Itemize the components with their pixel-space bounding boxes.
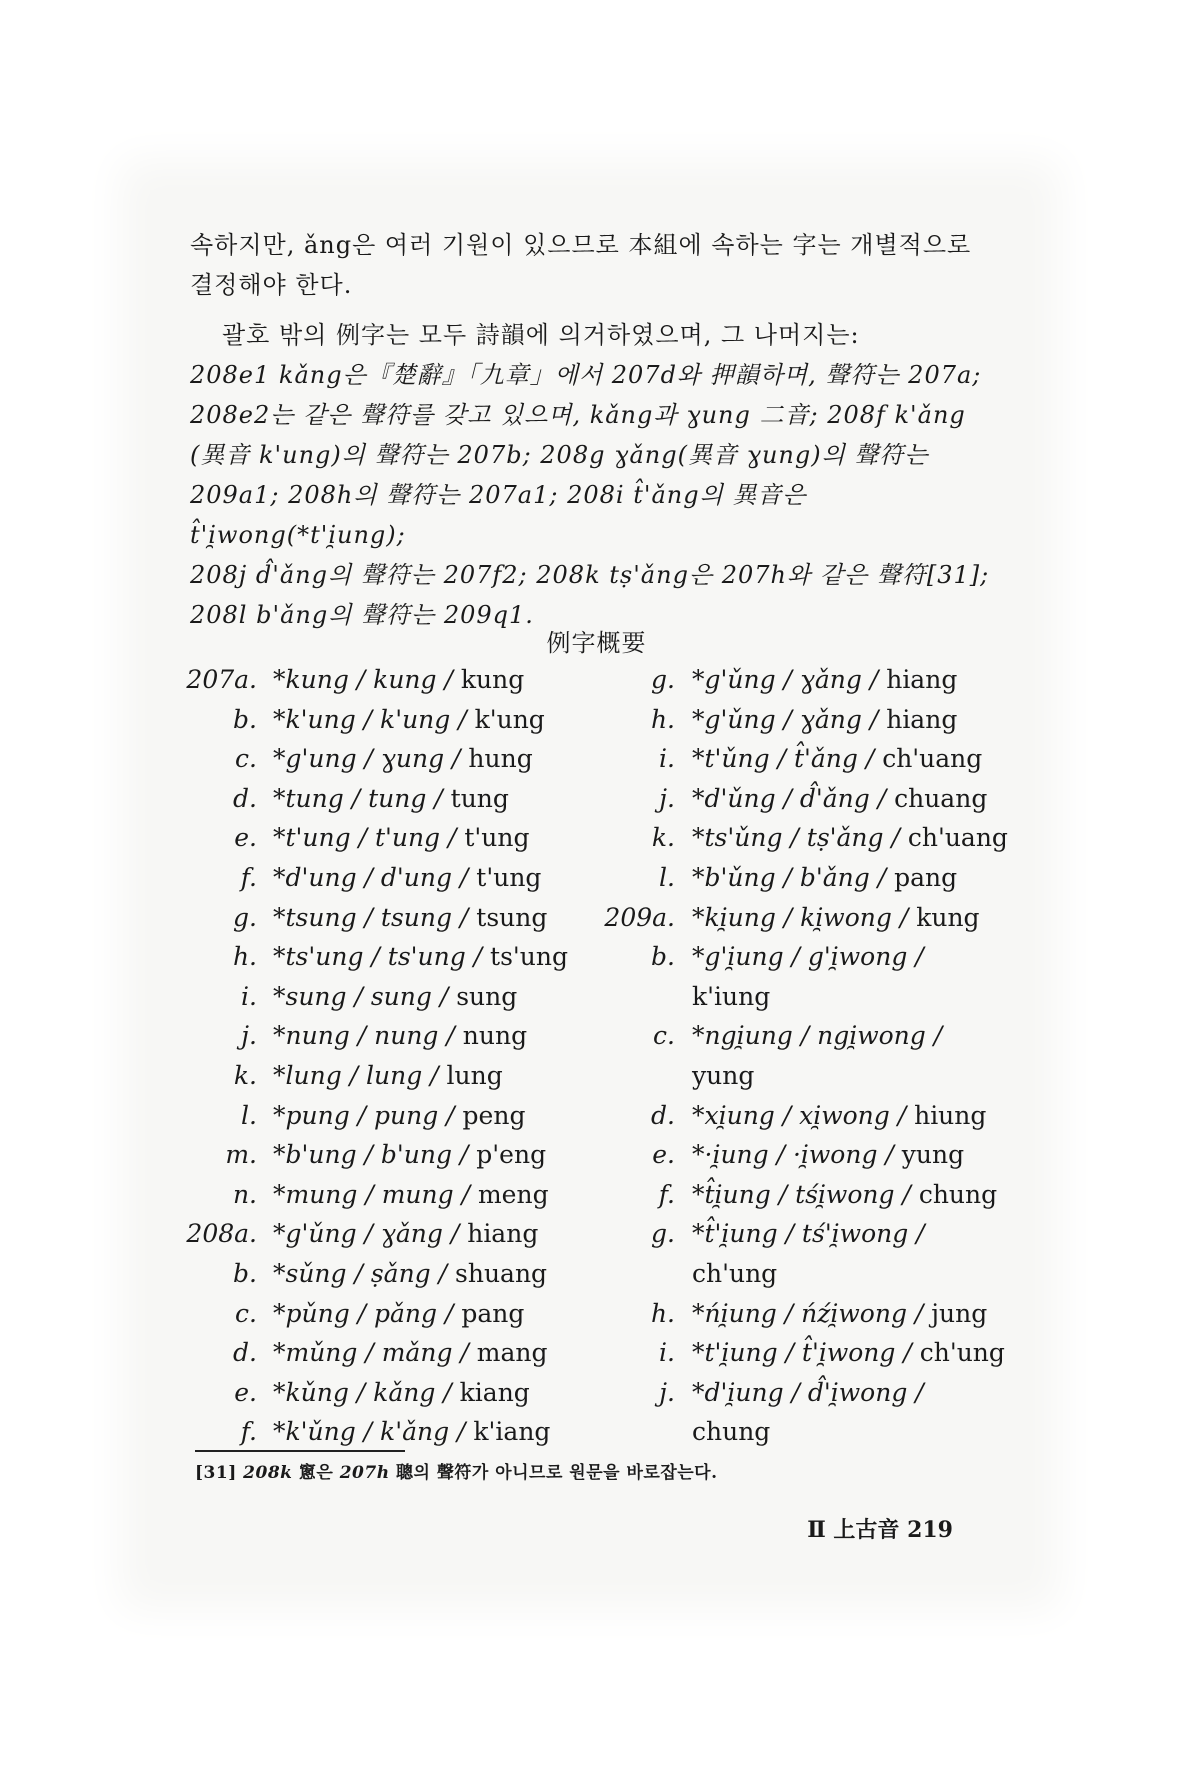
footnote-ref-c: 207h [339,1463,390,1483]
entry-archaic: *g'ǔng / ɣǎng / [692,665,879,694]
entry-label: e. [234,1377,257,1407]
example-entry [610,1254,1030,1294]
entry-text [692,1373,924,1413]
entry-label: g. [651,665,675,694]
paragraph-3 [190,355,1000,635]
entry-modern: k'iang [465,1417,551,1447]
entry-label: f. [658,1179,675,1209]
entry-modern: chuang [886,783,988,813]
entry-archaic: *·i̯ung / ·i̯wong / [692,1140,894,1170]
entry-label: i. [659,1338,675,1368]
entry-modern: ch'ung [911,1338,1005,1368]
paragraph-3-line: 208e1 kǎng은『楚辭』「九章」에서 207d와 押韻하며, 聲符는 207a; [190,361,982,389]
entry-modern: mang [468,1338,548,1368]
right-column [604,660,1030,1452]
entry-archaic: *kǔng / kǎng / [273,1377,452,1407]
entry-text [692,1135,964,1175]
entry-archaic: *ts'ung / ts'ung / [273,942,483,972]
entry-label: 207a. [186,665,257,694]
entry-text [692,1412,770,1452]
entry-modern: meng [470,1179,549,1209]
example-entry [610,858,1030,898]
entry-archaic: *t̂i̯ung / tśi̯wong / [692,1179,911,1209]
entry-label: h. [232,942,257,972]
entry-text [273,858,541,898]
entry-modern: pang [453,1298,525,1328]
entry-modern: ch'ung [692,1258,778,1288]
entry-label: l. [659,862,675,892]
entry-modern: kung [908,902,980,932]
entry-modern: nung [454,1021,528,1051]
entry-text [692,1056,754,1096]
example-entry [195,1373,615,1413]
example-entry [610,818,1030,858]
entry-label: d. [651,1100,675,1130]
entry-label: c. [235,1298,257,1328]
entry-label: e. [234,823,257,853]
entry-text [273,739,533,779]
example-entry [610,977,1030,1017]
entry-modern: tung [442,783,509,813]
footnote-text-d: 聰의 聲符가 아니므로 원문을 바로잡는다. [396,1463,718,1483]
entry-text [273,700,545,740]
entry-label: j. [241,1021,257,1051]
entry-text [273,977,517,1017]
example-entry [610,1175,1030,1215]
entry-text [692,898,980,938]
entry-text [692,739,982,779]
entry-text [692,977,770,1017]
example-entry [195,1254,615,1294]
paragraph-2: 괄호 밖의 例字는 모두 詩韻에 의거하였으며, 그 나머지는: [222,321,860,349]
entry-modern: yung [893,1140,965,1170]
entry-archaic: *k'ǔng / k'ǎng / [273,1417,466,1447]
entry-modern: p'eng [468,1140,547,1170]
entry-label: d. [233,783,257,813]
entry-text [273,1373,530,1413]
entry-archaic: *kung / kung / [273,665,453,694]
paragraph-3-line: 208e2는 같은 聲符를 갖고 있으며, kǎng과 ɣung 二音; 208f k'ǎng [190,401,966,429]
entry-label: i. [659,744,675,774]
entry-archaic: *ts'ǔng / tṣ'ǎng / [692,823,900,853]
entry-label: b. [651,942,675,972]
footnote-number: [31] [195,1463,237,1483]
example-entry [195,818,615,858]
example-entry [610,1096,1030,1136]
paragraph-3-line: 208j d̂'ǎng의 聲符는 207f2; 208k tṣ'ǎng은 207h와 같은 聲符[31]; [190,561,990,589]
entry-label: f. [240,1417,257,1447]
entry-archaic: *lung / lung / [273,1060,439,1090]
entry-label: c. [653,1021,675,1051]
entry-archaic: *sǔng / ṣǎng / [273,1258,448,1288]
entry-label: m. [225,1140,257,1170]
entry-archaic: *nung / nung / [273,1021,455,1051]
entry-text [273,1254,547,1294]
entry-archaic: *t'ung / t'ung / [273,823,457,853]
entry-archaic: *tsung / tsung / [273,902,469,932]
entry-label: j. [659,783,675,813]
entry-modern: tsung [468,902,548,932]
entry-modern: t'ung [468,862,542,892]
example-entry [195,1135,615,1175]
example-entry [195,739,615,779]
entry-text [273,1294,524,1334]
example-entry [195,1096,615,1136]
entry-archaic: *g'ung / ɣung / [273,744,461,774]
entry-label: 208a. [186,1219,257,1249]
example-entry [195,898,615,938]
entry-modern: hiang [878,704,958,734]
entry-text [692,818,1008,858]
entry-archaic: *d'ung / d'ung / [273,862,469,892]
entry-archaic: *ngi̯ung / ngi̯wong / [692,1021,943,1051]
entry-text [692,1254,777,1294]
entry-text [692,1016,942,1056]
entry-text [273,1056,503,1096]
example-entry [195,858,615,898]
entry-label: f. [240,862,257,892]
entry-archaic: *ńi̯ung / ńźi̯wong / [692,1298,924,1328]
entry-archaic: *pung / pung / [273,1100,455,1130]
example-entry [610,1056,1030,1096]
example-entry [604,898,1030,938]
entry-text [273,1135,546,1175]
example-entry [195,779,615,819]
paragraph-1: 속하지만, ǎng은 여러 기원이 있으므로 本組에 속하는 字는 개별적으로 결정해야 한다. [190,231,972,299]
entry-modern: k'iung [692,981,771,1011]
example-entry [195,1333,615,1373]
entry-text [273,1412,550,1452]
entry-modern: hiung [906,1100,987,1130]
entry-label: n. [232,1179,257,1209]
example-entry [610,1135,1030,1175]
entry-archaic: *d'ǔng / d̂'ǎng / [692,783,887,813]
entry-label: d. [233,1338,257,1368]
example-entry [195,977,615,1017]
example-entry [610,660,1030,700]
entry-label: b. [233,704,257,734]
entry-modern: t'ung [456,823,530,853]
entry-modern: chung [692,1417,771,1447]
entry-archaic: *xi̯ung / xi̯wong / [692,1100,907,1130]
entry-text [692,937,924,977]
entry-text [273,779,509,819]
entry-modern: hiang [878,665,958,694]
entry-modern: kung [452,665,525,694]
entry-archaic: *t'i̯ung / t̂'i̯wong / [692,1338,912,1368]
entry-archaic: *pǔng / pǎng / [273,1298,454,1328]
entry-modern: hiang [459,1219,539,1249]
entry-label: l. [241,1100,257,1130]
entry-text [273,937,568,977]
example-entry [610,700,1030,740]
entry-text [273,1016,527,1056]
entry-label: g. [651,1219,675,1249]
example-entry [610,1412,1030,1452]
entry-modern: peng [454,1100,526,1130]
example-entry [195,937,615,977]
paragraph-3-line: (異音 k'ung)의 聲符는 207b; 208g ɣǎng(異音 ɣung)의 聲符는 [190,441,929,469]
footnote-text-b: 窻은 [298,1463,334,1483]
entry-archaic: *b'ǔng / b'ǎng / [692,862,887,892]
entry-archaic: *d'i̯ung / d̂'i̯wong / [692,1377,924,1407]
example-entry [195,1412,615,1452]
entry-text [692,1333,1005,1373]
entry-text [273,1175,549,1215]
entry-modern: kiang [451,1377,530,1407]
footnote-ref-a: 208k [243,1463,293,1483]
entry-archaic: *t'ǔng / t̂'ǎng / [692,744,875,774]
entry-text [692,1214,925,1254]
entry-text [692,660,957,700]
left-column [186,660,615,1452]
entry-text [273,1214,538,1254]
entry-archaic: *sung / sung / [273,981,449,1011]
example-entry [610,1214,1030,1254]
entry-text [692,1096,986,1136]
entry-label: 209a. [604,902,675,932]
entry-label: i. [241,981,257,1011]
entry-text [273,898,547,938]
example-entry [610,739,1030,779]
entry-text [692,700,957,740]
entry-text [273,1333,548,1373]
example-entry [195,1175,615,1215]
example-entry [195,1016,615,1056]
entry-label: k. [651,823,675,853]
entry-modern: ch'uang [899,823,1008,853]
entry-text [273,818,530,858]
example-entry [610,1333,1030,1373]
section-heading: 例字概要 [546,629,647,657]
entry-text [273,660,524,700]
example-entry [186,1214,615,1254]
example-entry [610,1294,1030,1334]
example-entry [195,700,615,740]
example-entry [610,779,1030,819]
entry-label: k. [233,1060,257,1090]
paragraph-3-line: 209a1; 208h의 聲符는 207a1; 208i t̂'ǎng의 異音은 t̂'i̯wong(*t'i̯ung); [190,481,807,549]
entry-archaic: *g'ǔng / ɣǎng / [273,1219,460,1249]
entry-label: b. [233,1258,257,1288]
entry-label: g. [233,902,257,932]
entry-label: h. [650,1298,675,1328]
entry-modern: shuang [447,1258,548,1288]
entry-modern: sung [448,981,518,1011]
entry-label: c. [235,744,257,774]
entry-modern: yung [692,1060,755,1090]
entry-modern: ch'uang [874,744,983,774]
entry-text [692,1294,987,1334]
entry-archaic: *mung / mung / [273,1179,471,1209]
page-footer: Ⅱ 上古音 219 [807,1517,953,1543]
entry-modern: chung [910,1179,998,1209]
entry-archaic: *b'ung / b'ung / [273,1140,469,1170]
entry-text [692,858,957,898]
entry-text [273,1096,525,1136]
example-entry [610,1016,1030,1056]
entry-modern: jung [923,1298,988,1328]
entry-modern: ts'ung [482,942,569,972]
entry-archaic: *mǔng / mǎng / [273,1338,469,1368]
entry-archaic: *ki̯ung / ki̯wong / [692,902,909,932]
entry-archaic: *g'i̯ung / g'i̯wong / [692,942,924,972]
entry-modern: pang [886,862,958,892]
entry-label: e. [652,1140,675,1170]
entry-label: j. [659,1377,675,1407]
example-entry [186,660,615,700]
example-entry [610,1373,1030,1413]
entry-text [692,779,987,819]
entry-label: h. [650,704,675,734]
entry-archaic: *tung / tung / [273,783,443,813]
entry-text [692,1175,997,1215]
paragraph-3-line: 208l b'ǎng의 聲符는 209q1. [190,601,534,629]
example-entry [195,1294,615,1334]
example-entry [195,1056,615,1096]
entry-archaic: *g'ǔng / ɣǎng / [692,704,879,734]
entry-modern: k'ung [466,704,545,734]
entry-modern: lung [438,1060,503,1090]
entry-modern: hung [460,744,533,774]
example-entry [610,937,1030,977]
entry-archaic: *k'ung / k'ung / [273,704,467,734]
entry-archaic: *t̂'i̯ung / tś'i̯wong / [692,1219,925,1249]
footnote [195,1458,718,1483]
footnote-divider [195,1450,405,1452]
